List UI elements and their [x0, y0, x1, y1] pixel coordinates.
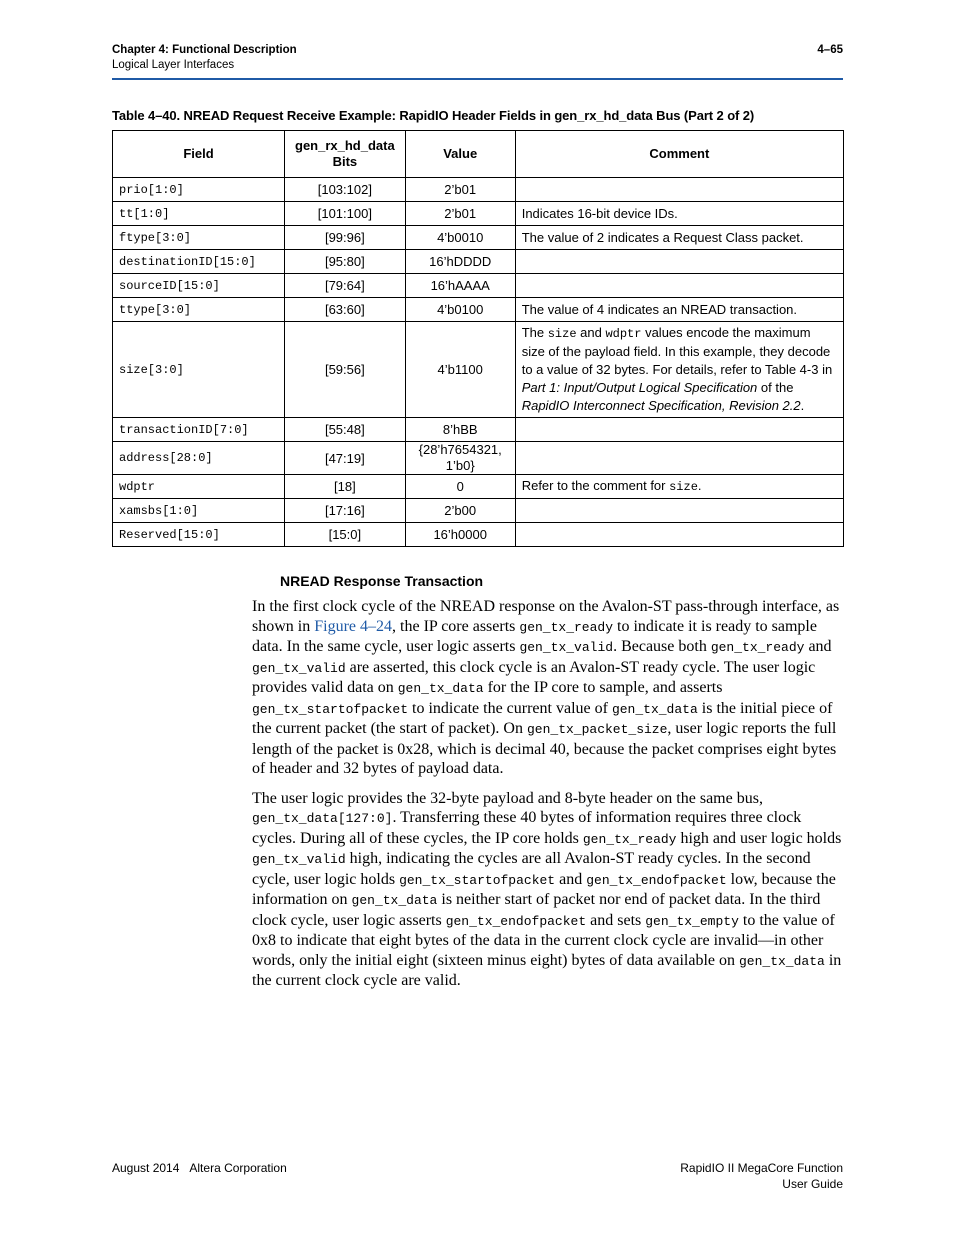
signal-name: gen_tx_endofpacket [445, 913, 587, 929]
comment-cell: Indicates 16-bit device IDs. [515, 202, 843, 226]
bits-cell: [95:80] [285, 250, 406, 274]
field-cell: ttype[3:0] [113, 298, 285, 322]
signal-name: gen_tx_startofpacket [252, 701, 409, 717]
value-line: {28’h7654321, [418, 442, 502, 457]
comment-cell [515, 442, 843, 475]
column-header-comment: Comment [515, 131, 843, 178]
text-run: is neither start of packet nor end of packet data. In the third clock cycle, user logic asserts [252, 891, 821, 929]
paragraph [252, 789, 844, 991]
comment-cell: The value of 4 indicates an NREAD transaction. [515, 298, 843, 322]
signal-name: gen_tx_valid [519, 640, 614, 655]
text-run: and [555, 870, 587, 888]
bits-cell: [15:0] [285, 523, 406, 547]
text-run: low, because the information on [252, 870, 836, 908]
table-row [113, 322, 844, 418]
text-run: , user logic reports the full length of the packet is 0x28, which is decimal 40, because the packet comprises eight bytes of header and 32 bytes of payload data. [252, 720, 837, 777]
footer-company: Altera Corporation [189, 1161, 287, 1175]
figure-link[interactable]: Figure 4–24 [314, 617, 393, 635]
text-run: In the first clock cycle of the NREAD response on the Avalon-ST pass-through interface, as shown in [252, 598, 840, 635]
bits-cell: [47:19] [285, 442, 406, 475]
signal-name: gen_tx_ready [710, 640, 805, 655]
bits-cell: [79:64] [285, 274, 406, 298]
comment-text: The [521, 325, 548, 340]
column-header-bits: gen_rx_hd_data Bits [285, 131, 406, 178]
text-run: in the current clock cycle are valid. [252, 951, 842, 989]
signal-name: gen_tx_data[127:0] [252, 811, 393, 826]
field-cell: transactionID[7:0] [113, 418, 285, 442]
field-cell: tt[1:0] [113, 202, 285, 226]
text-run: high, indicating the cycles are all Avalon-ST ready cycles. In the second cycle, user logic holds [252, 850, 811, 888]
table-row [113, 250, 844, 274]
comment-cell [515, 274, 843, 298]
field-cell: wdptr [113, 475, 285, 499]
signal-name: gen_tx_ready [519, 619, 614, 635]
signal-name: gen_tx_data [739, 953, 825, 969]
table-row [113, 202, 844, 226]
bits-cell: [99:96] [285, 226, 406, 250]
table-row [113, 523, 844, 547]
value-cell: 16’hAAAA [405, 274, 515, 298]
value-cell: 0 [405, 475, 515, 499]
spec-title: RapidIO Interconnect Specification, Revision 2.2 [521, 398, 801, 413]
text-run: and [804, 638, 832, 655]
footer-doc-title: RapidIO II MegaCore Function [680, 1161, 843, 1175]
text-run: The user logic provides the 32-byte payload and 8-byte header on the same bus, [252, 789, 763, 807]
table-row [113, 418, 844, 442]
table-row [113, 442, 844, 475]
comment-cell [515, 418, 843, 442]
footer-date: August 2014 [112, 1161, 180, 1175]
paragraph [252, 597, 844, 779]
header-rule [112, 78, 843, 80]
field-cell: prio[1:0] [113, 178, 285, 202]
comment-text: Refer to the comment for [521, 478, 670, 493]
field-cell: xamsbs[1:0] [113, 499, 285, 523]
comment-text: of the [757, 380, 794, 395]
comment-text: values encode the maximum size of the payload field. In this example, they decode to a value of 32 bytes. For details, refer to Table 4-3 in [521, 325, 833, 377]
value-cell: 16’hDDDD [405, 250, 515, 274]
page-number: 4–65 [817, 44, 843, 56]
field-cell: sourceID[15:0] [113, 274, 285, 298]
table-row [113, 178, 844, 202]
signal-name: gen_tx_ready [582, 831, 677, 847]
spec-part-title: Part 1: Input/Output Logical Specification [521, 380, 758, 395]
comment-cell [515, 475, 843, 499]
text-run: and sets [586, 911, 646, 929]
value-line: 1’b0} [445, 458, 475, 473]
signal-name: gen_tx_data [611, 701, 698, 717]
signal-name: wdptr [605, 327, 642, 341]
value-cell: 4’b1100 [405, 322, 515, 418]
footer-right [680, 1160, 843, 1192]
text-run: for the IP core to sample, and asserts [483, 679, 723, 696]
table-row [113, 274, 844, 298]
field-cell: ftype[3:0] [113, 226, 285, 250]
text-run: to indicate the current value of [408, 699, 612, 717]
comment-cell [515, 322, 843, 418]
table-row [113, 499, 844, 523]
value-cell: 2’b01 [405, 202, 515, 226]
signal-name: size [547, 327, 577, 341]
value-cell [405, 442, 515, 475]
field-cell: destinationID[15:0] [113, 250, 285, 274]
value-cell: 4’b0010 [405, 226, 515, 250]
column-header-field: Field [113, 131, 285, 178]
text-run: high and user logic holds [676, 829, 842, 847]
text-run: is the initial piece of the current packet (the start of packet). On [252, 699, 833, 737]
table-row [113, 226, 844, 250]
signal-name: gen_tx_packet_size [526, 722, 668, 737]
signal-name: gen_tx_data [351, 893, 438, 908]
comment-text: . [697, 478, 702, 493]
comment-cell: The value of 2 indicates a Request Class packet. [515, 226, 843, 250]
signal-name: gen_tx_endofpacket [586, 872, 727, 888]
running-header [112, 43, 843, 73]
chapter-title: Chapter 4: Functional Description [112, 44, 297, 56]
text-run: to indicate it is ready to sample data. In the same cycle, user logic asserts [252, 617, 817, 655]
signal-name: gen_tx_data [397, 681, 484, 696]
text-run: , the IP core asserts [392, 617, 520, 635]
section-title: Logical Layer Interfaces [112, 59, 235, 71]
text-run: are asserted, this clock cycle is an Avalon-ST ready cycle. The user logic provides valid data on [252, 658, 816, 696]
column-header-value: Value [405, 131, 515, 178]
value-cell: 2’b01 [405, 178, 515, 202]
table-caption: Table 4–40. NREAD Request Receive Example: RapidIO Header Fields in gen_rx_hd_data Bus (Part 2 of 2) [112, 108, 755, 123]
footer-doc-type: User Guide [782, 1177, 843, 1191]
value-cell: 16’h0000 [405, 523, 515, 547]
signal-name: gen_tx_empty [645, 913, 739, 929]
comment-text: . [800, 398, 805, 413]
text-run: . Transferring these 40 bytes of information requires three clock cycles. During all of these cycles, the IP core holds [252, 809, 802, 847]
text-run: to the value of 0x8 to indicate that eight bytes of the data in the current clock cycle are invalid—in other words, only the initial eight (sixteen minus eight) bytes of data available on [252, 911, 835, 969]
comment-cell [515, 178, 843, 202]
table-row [113, 475, 844, 499]
table-header-row [113, 131, 844, 178]
section-heading: NREAD Response Transaction [280, 573, 484, 589]
signal-name: gen_tx_valid [252, 660, 346, 676]
comment-cell [515, 499, 843, 523]
signal-name: size [669, 480, 698, 494]
field-cell: address[28:0] [113, 442, 285, 475]
comment-text: and [576, 325, 606, 340]
header-fields-table [112, 130, 844, 547]
bits-cell: [103:102] [285, 178, 406, 202]
bits-cell: [17:16] [285, 499, 406, 523]
table-row [113, 298, 844, 322]
bits-cell: [18] [285, 475, 406, 499]
bits-cell: [59:56] [285, 322, 406, 418]
value-cell: 8’hBB [405, 418, 515, 442]
value-cell: 4’b0100 [405, 298, 515, 322]
comment-cell [515, 250, 843, 274]
signal-name: gen_tx_valid [252, 852, 346, 867]
bits-cell: [63:60] [285, 298, 406, 322]
value-cell: 2’b00 [405, 499, 515, 523]
signal-name: gen_tx_startofpacket [399, 872, 556, 888]
field-cell: size[3:0] [113, 322, 285, 418]
field-cell: Reserved[15:0] [113, 523, 285, 547]
bits-cell: [101:100] [285, 202, 406, 226]
bits-cell: [55:48] [285, 418, 406, 442]
footer-left [112, 1160, 287, 1176]
comment-cell [515, 523, 843, 547]
text-run: . Because both [613, 638, 711, 655]
body-text [252, 597, 844, 1001]
